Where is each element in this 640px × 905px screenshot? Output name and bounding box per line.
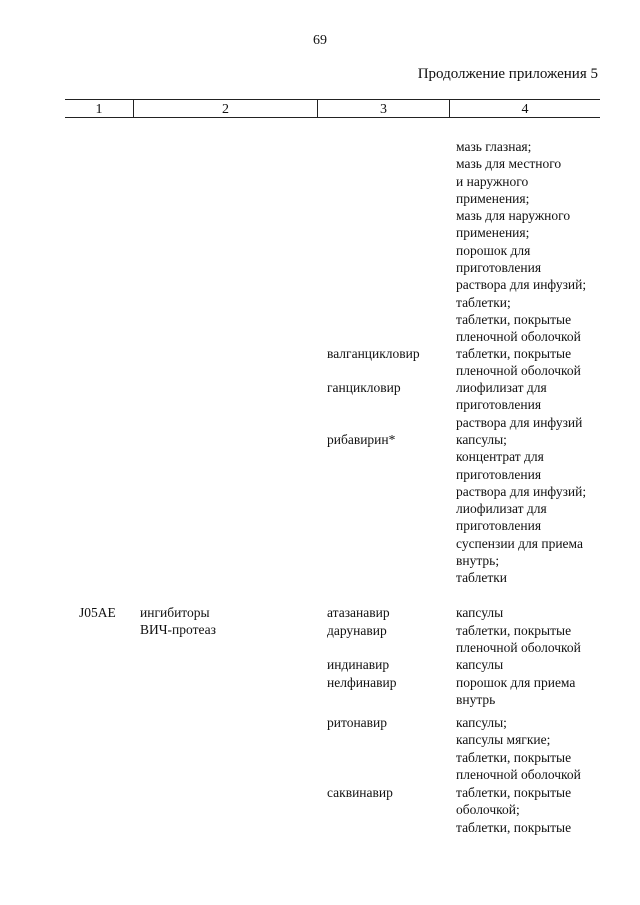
dosage-form-line: пленочной оболочкой (456, 766, 581, 782)
drug-name: атазанавир (327, 605, 390, 620)
dosage-form-line: мазь для местного (456, 156, 562, 172)
atc-code: J05AE (79, 605, 116, 620)
drug-name: нелфинавир (327, 675, 397, 690)
dosage-forms (456, 714, 581, 783)
dosage-form-line: пленочной оболочкой (456, 329, 581, 345)
dosage-form-line: оболочкой; (456, 802, 520, 818)
dosage-form-line: таблетки (456, 570, 508, 586)
drug-name: ганцикловир (327, 380, 401, 395)
dosage-forms (456, 431, 586, 587)
column-number-1: 1 (95, 102, 103, 117)
dosage-forms (456, 345, 581, 380)
dosage-form-line: таблетки, покрытые (456, 346, 572, 361)
dosage-form-line: внутрь; (456, 553, 500, 569)
dosage-form-line: таблетки; (456, 294, 511, 310)
dosage-forms (456, 622, 581, 657)
drug-name: рибавирин* (327, 432, 396, 447)
drug-name: саквинавир (327, 785, 393, 800)
dosage-form-line: порошок для (456, 242, 531, 258)
column-number-3: 3 (380, 102, 387, 117)
dosage-form-line: раствора для инфузий (456, 414, 583, 430)
dosage-form-line: таблетки, покрытые (456, 749, 572, 765)
dosage-form-line: лиофилизат для (456, 380, 547, 395)
drug-name: ритонавир (327, 715, 388, 730)
group-line: ВИЧ-протеаз (140, 622, 216, 638)
group-line: ингибиторы (140, 605, 210, 620)
dosage-form-line: таблетки, покрытые (456, 819, 572, 835)
dosage-form-line: приготовления (456, 466, 542, 482)
dosage-form-line: раствора для инфузий; (456, 483, 587, 499)
pharmacological-group (140, 604, 216, 639)
dosage-form-line: капсулы (456, 657, 504, 672)
dosage-form-line: пленочной оболочкой (456, 640, 581, 656)
dosage-form-line: раствора для инфузий; (456, 277, 587, 293)
dosage-forms (456, 379, 582, 431)
dosage-forms (456, 784, 571, 836)
dosage-form-line: суспензии для приема (456, 535, 583, 551)
drug-name: валганцикловир (327, 346, 420, 361)
dosage-forms (456, 138, 586, 346)
page-number: 69 (313, 33, 327, 48)
dosage-form-line: и наружного (456, 173, 529, 189)
dosage-form-line: внутрь (456, 692, 496, 708)
dosage-form-line: применения; (456, 190, 530, 206)
dosage-form-line: мазь для наружного (456, 208, 571, 224)
table-top-border (65, 99, 600, 100)
dosage-form-line: лиофилизат для (456, 501, 547, 517)
dosage-form-line: таблетки, покрытые (456, 311, 572, 327)
dosage-form-line: капсулы мягкие; (456, 732, 551, 748)
dosage-form-line: приготовления (456, 518, 542, 534)
column-number-2: 2 (222, 102, 229, 117)
dosage-forms (456, 674, 575, 709)
dosage-form-line: приготовления (456, 260, 542, 276)
dosage-forms (456, 604, 503, 621)
dosage-form-line: капсулы; (456, 432, 507, 447)
dosage-forms (456, 656, 503, 673)
dosage-form-line: таблетки, покрытые (456, 623, 572, 638)
dosage-form-line: приготовления (456, 397, 542, 413)
column-number-4: 4 (521, 102, 529, 117)
drug-name: дарунавир (327, 623, 387, 638)
dosage-form-line: таблетки, покрытые (456, 785, 572, 800)
dosage-form-line: порошок для приема (456, 675, 576, 690)
dosage-form-line: применения; (456, 225, 530, 241)
drug-name: индинавир (327, 657, 390, 672)
dosage-form-line: концентрат для (456, 449, 544, 465)
continuation-title: Продолжение приложения 5 (417, 66, 598, 82)
dosage-form-line: мазь глазная; (456, 139, 532, 154)
dosage-form-line: капсулы (456, 605, 504, 620)
dosage-form-line: пленочной оболочкой (456, 363, 581, 379)
dosage-form-line: капсулы; (456, 715, 507, 730)
